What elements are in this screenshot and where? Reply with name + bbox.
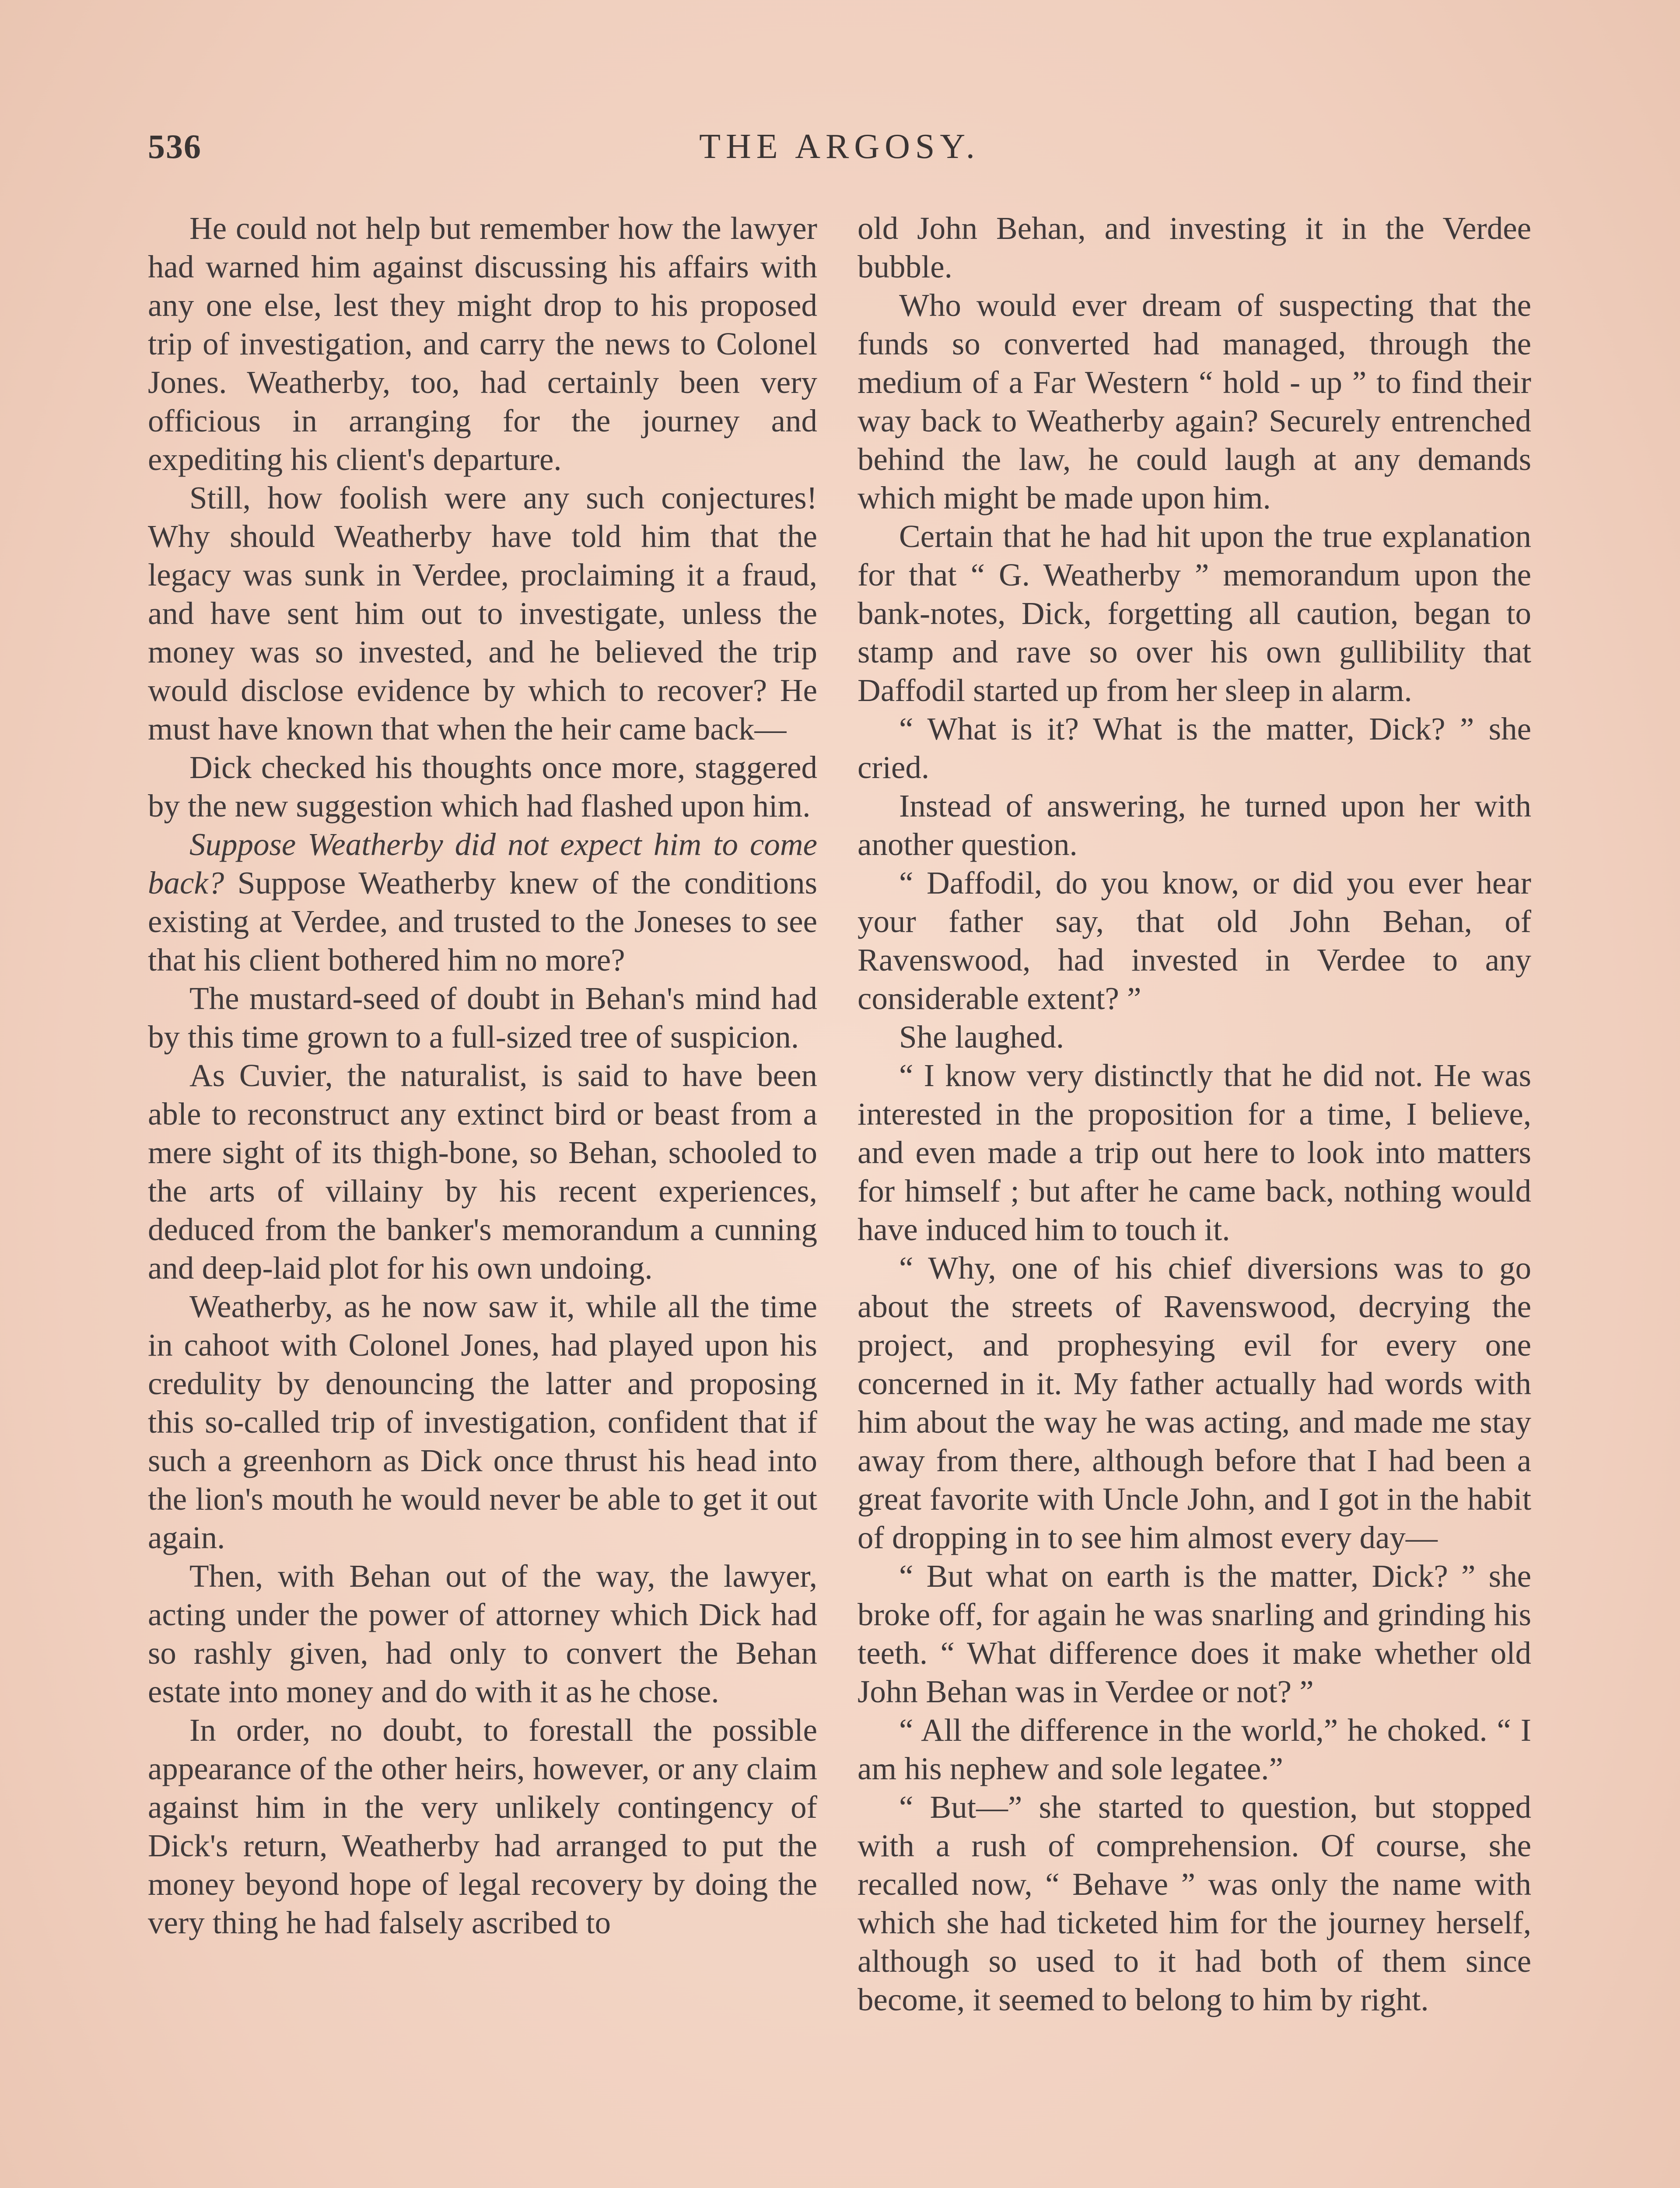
paragraph: Dick checked his thoughts once more, staggered by the new suggestion which had flashed upon him. [148, 750, 817, 824]
page-header [148, 127, 1531, 188]
paragraph: Instead of answering, he turned upon her with another question. [858, 788, 1531, 862]
paragraph: “ But what on earth is the matter, Dick? ” she broke off, for again he was snarling and grinding his teeth. “ What difference does it make whether old John Behan was in Verdee or not? ” [858, 1558, 1531, 1709]
paragraph: Still, how foolish were any such conjectures! Why should Weatherby have told him that the legacy was sunk in Verdee, proclaiming it a fraud, and have sent him out to investigate, unless the money was so invested, and he believed the trip would disclose evidence by which to recover? He must have known that when the heir came back— [148, 480, 817, 747]
paragraph: Then, with Behan out of the way, the lawyer, acting under the power of attorney which Dick had so rashly given, had only to convert the Behan estate into money and do with it as he chose. [148, 1558, 817, 1709]
italic-phrase: Suppose Weatherby did not expect him to come back? [148, 827, 817, 901]
paragraph: She laughed. [899, 1019, 1064, 1055]
text-column-left [148, 209, 817, 2188]
running-title: THE ARGOSY. [699, 127, 980, 166]
paragraph: Certain that he had hit upon the true explanation for that “ G. Weatherby ” memorandum upon the bank-notes, Dick, forgetting all caution, began to stamp and rave so over his own gullibility that Daffodil started up from her sleep in alarm. [858, 519, 1531, 708]
paragraph: “ I know very distinctly that he did not. He was interested in the proposition for a time, I believe, and even made a trip out here to look into matters for himself ; but after he came back, nothing would have induced him to touch it. [858, 1058, 1531, 1247]
paragraph: The mustard-seed of doubt in Behan's mind had by this time grown to a full-sized tree of suspicion. [148, 981, 817, 1055]
paragraph: Weatherby, as he now saw it, while all the time in cahoot with Colonel Jones, had played upon his credulity by denouncing the latter and proposing this so-called trip of investigation, confident that if such a greenhorn as Dick once thrust his head into the lion's mouth he would never be able to get it out again. [148, 1289, 817, 1555]
paragraph-continued: old John Behan, and investing it in the Verdee bubble. [858, 210, 1531, 284]
paragraph: He could not help but remember how the lawyer had warned him against discussing his affairs with any one else, lest they might drop to his proposed trip of investigation, and carry the news to Colonel Jones. Weatherby, too, had certainly been very officious in arranging for the journey and expediting his client's departure. [148, 210, 817, 477]
paragraph: “ Daffodil, do you know, or did you ever hear your father say, that old John Behan, of Ravenswood, had invested in Verdee to any considerable extent? ” [858, 865, 1531, 1016]
paragraph: As Cuvier, the naturalist, is said to have been able to reconstruct any extinct bird or beast from a mere sight of its thigh-bone, so Behan, schooled to the arts of villainy by his recent experiences, deduced from the banker's memorandum a cunning and deep-laid plot for his own undoing. [148, 1058, 817, 1286]
paragraph: Who would ever dream of suspecting that the funds so converted had managed, through the medium of a Far Western “ hold - up ” to find their way back to Weatherby again? Securely entrenched behind the law, he could laugh at any demands which might be made upon him. [858, 288, 1531, 515]
paragraph: “ All the difference in the world,” he choked. “ I am his nephew and sole legatee.” [858, 1712, 1531, 1786]
paragraph: In order, no doubt, to forestall the possible appearance of the other heirs, however, or any claim against him in the very unlikely contingency of Dick's return, Weatherby had arranged to put the money beyond hope of legal recovery by doing the very thing he had falsely ascribed to [148, 1712, 817, 1940]
text-column-right [858, 209, 1531, 2188]
paragraph: “ What is it? What is the matter, Dick? ” she cried. [858, 711, 1531, 785]
paragraph: “ Why, one of his chief diversions was to go about the streets of Ravenswood, decrying the project, and prophesying evil for every one concerned in it. My father actually had words with him about the way he was acting, and made me stay away from there, although before that I had been a great favorite with Uncle John, and I got in the habit of dropping in to see him almost every day— [858, 1250, 1531, 1555]
paragraph-italic-lead: Suppose Weatherby did not expect him to come back? Suppose Weatherby knew of the conditions existing at Verdee, and trusted to the Joneses to see that his client bothered him no more? [148, 827, 817, 978]
paragraph: “ But—” she started to question, but stopped with a rush of comprehension. Of course, she recalled now, “ Behave ” was only the name with which she had ticketed him for the journey herself, although so used to it had both of them since become, it seemed to belong to him by right. [858, 1789, 1531, 2017]
page-number: 536 [148, 127, 202, 165]
